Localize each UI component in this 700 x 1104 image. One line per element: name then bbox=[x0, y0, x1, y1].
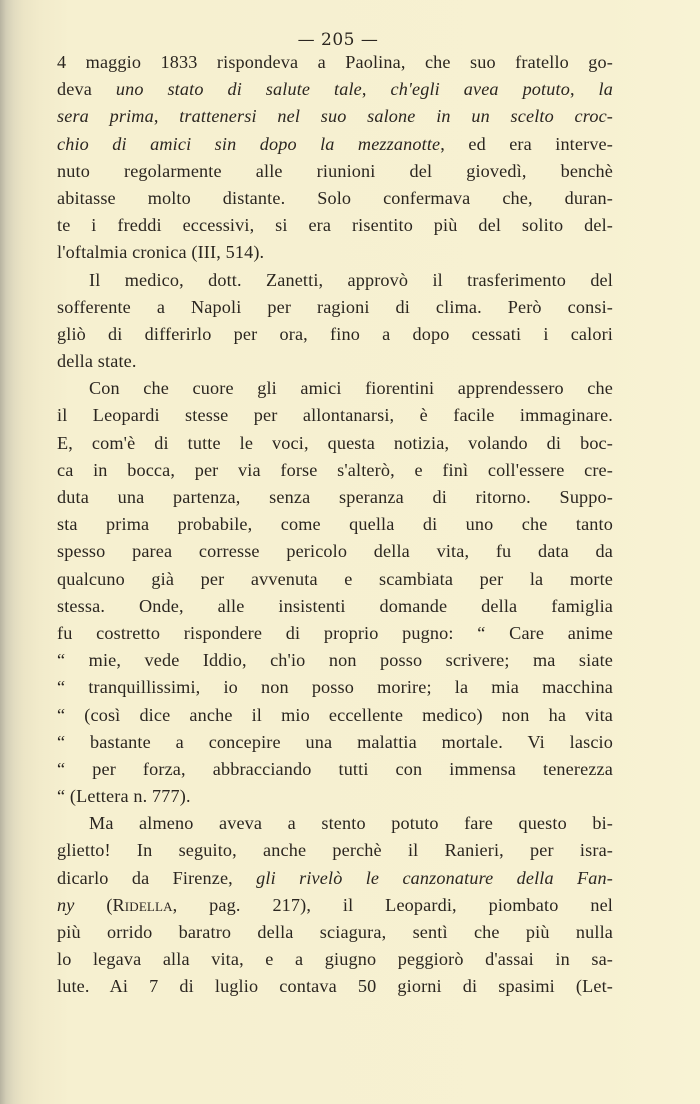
text-line bbox=[57, 511, 613, 538]
page-number: — 205 — bbox=[297, 30, 379, 50]
text-line bbox=[57, 593, 613, 620]
text-segment: , bbox=[361, 79, 391, 100]
text-segment: duta una partenza, senza speranza di ritorno. Suppo- bbox=[57, 487, 613, 507]
text-segment: “ bastante a concepire una malattia mortale. Vi lascio bbox=[57, 731, 613, 752]
text-segment: l'oftalmia cronica (III, 514). bbox=[57, 242, 265, 263]
text-line bbox=[57, 566, 613, 593]
text-line bbox=[57, 538, 613, 565]
text-segment: lute. Ai 7 di luglio contava 50 giorni di spasimi (Let- bbox=[57, 976, 613, 997]
text-segment: “ (così dice anche il mio eccellente medico) non ha vita bbox=[57, 704, 613, 725]
italic-text: chio di amici sin dopo la mezzanotte bbox=[57, 133, 441, 154]
text-line bbox=[57, 103, 613, 130]
text-segment: abitasse molto distante. Solo confermava che, duran- bbox=[57, 187, 613, 208]
text-line bbox=[57, 239, 613, 266]
text-line bbox=[57, 810, 613, 837]
text-segment: stessa. Onde, alle insistenti domande della famiglia bbox=[57, 595, 613, 616]
text-line bbox=[57, 430, 613, 457]
text-segment: nuto regolarmente alle riunioni del giovedì, benchè bbox=[57, 160, 613, 181]
italic-text: uno stato di salute tale bbox=[115, 79, 362, 100]
text-line bbox=[57, 294, 613, 321]
text-line bbox=[57, 892, 613, 919]
text-line bbox=[57, 865, 613, 892]
text-line bbox=[57, 348, 613, 375]
small-caps-text: Ridella bbox=[112, 894, 173, 915]
text-line bbox=[57, 158, 613, 185]
text-segment: te i freddi eccessivi, si era risentito più del solito del- bbox=[57, 215, 613, 236]
text-line bbox=[57, 49, 613, 76]
text-segment: il Leopardi stesse per allontanarsi, è facile immaginare. bbox=[57, 405, 613, 426]
text-line bbox=[57, 457, 613, 484]
text-line bbox=[57, 783, 613, 810]
text-segment: Con che cuore gli amici fiorentini apprendessero che bbox=[89, 378, 613, 399]
text-line bbox=[57, 185, 613, 212]
italic-text: la bbox=[598, 79, 613, 100]
text-line bbox=[57, 919, 613, 946]
text-line bbox=[57, 702, 613, 729]
text-segment: della state. bbox=[57, 351, 137, 372]
text-segment: gliò di differirlo per ora, fino a dopo cessati i calori bbox=[57, 323, 613, 344]
text-segment: “ per forza, abbracciando tutti con immensa tenerezza bbox=[57, 758, 613, 779]
text-line bbox=[57, 375, 613, 402]
text-line bbox=[57, 837, 613, 864]
text-segment: fu costretto rispondere di proprio pugno: “ Care anime bbox=[57, 622, 613, 643]
text-segment: deva bbox=[57, 79, 116, 100]
text-segment: Ma almeno aveva a stento potuto fare questo bi- bbox=[89, 813, 613, 834]
text-segment: “ (Lettera n. 777). bbox=[57, 786, 191, 807]
text-line bbox=[57, 647, 613, 674]
text-line bbox=[57, 76, 613, 103]
text-segment: dicarlo da Firenze, bbox=[57, 867, 257, 888]
text-segment: più orrido baratro della sciagura, sentì che più nulla bbox=[57, 922, 613, 942]
text-segment: ca in bocca, per via forse s'alterò, e finì coll'essere cre- bbox=[57, 459, 613, 480]
text-segment: glietto! In seguito, anche perchè il Ranieri, per isra- bbox=[57, 840, 613, 861]
text-segment: , bbox=[153, 106, 180, 127]
italic-text: gli rivelò le canzonature della Fan- bbox=[256, 867, 613, 888]
text-segment: Il medico, dott. Zanetti, approvò il trasferimento del bbox=[89, 269, 613, 290]
text-segment: sofferente a Napoli per ragioni di clima. Però consi- bbox=[57, 296, 613, 317]
text-segment: “ mie, vede Iddio, ch'io non posso scrivere; ma siate bbox=[57, 650, 613, 671]
italic-text: trattenersi nel suo salone in un scelto croc- bbox=[179, 106, 614, 127]
text-segment: , ed era interve- bbox=[440, 133, 613, 154]
text-segment: qualcuno già per avvenuta e scambiata per la morte bbox=[57, 568, 613, 589]
text-line bbox=[57, 402, 613, 429]
italic-text: ch'egli avea potuto bbox=[390, 79, 570, 100]
text-segment: , pag. 217), il Leopardi, piombato nel bbox=[172, 894, 613, 915]
text-segment: spesso parea corresse pericolo della vita, fu data da bbox=[57, 541, 613, 562]
text-segment: sta prima probabile, come quella di uno che tanto bbox=[57, 514, 613, 535]
text-line bbox=[57, 321, 613, 348]
text-line bbox=[57, 484, 613, 511]
text-segment: , bbox=[569, 79, 599, 100]
text-line bbox=[57, 729, 613, 756]
italic-text: sera prima bbox=[57, 106, 154, 127]
italic-text: ny bbox=[57, 894, 75, 915]
text-line bbox=[57, 674, 613, 701]
text-segment: E, com'è di tutte le voci, questa notizia, volando di boc- bbox=[57, 432, 613, 453]
text-line bbox=[57, 756, 613, 783]
body-text bbox=[57, 49, 613, 1001]
text-line bbox=[57, 131, 613, 158]
text-segment: ( bbox=[74, 894, 113, 915]
text-line bbox=[57, 973, 613, 1000]
text-line bbox=[57, 212, 613, 239]
text-segment: lo legava alla vita, e a giugno peggiorò d'assai in sa- bbox=[57, 949, 613, 970]
text-line bbox=[57, 620, 613, 647]
text-line bbox=[57, 267, 613, 294]
text-line bbox=[57, 946, 613, 973]
text-segment: “ tranquillissimi, io non posso morire; la mia macchina bbox=[57, 677, 613, 698]
text-segment: 4 maggio 1833 rispondeva a Paolina, che suo fratello go- bbox=[57, 52, 613, 72]
